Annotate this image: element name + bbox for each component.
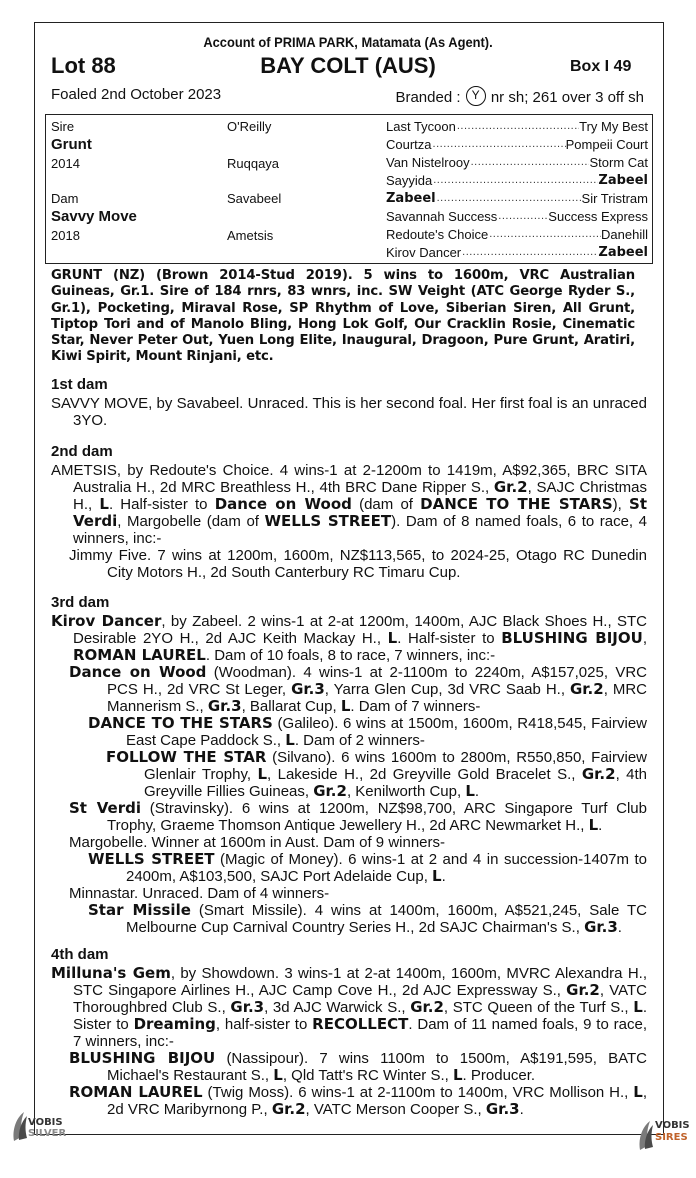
sire-dam: Ruqqaya	[227, 156, 280, 171]
branded-label: Branded :	[395, 89, 461, 106]
box-number: Box I 49	[570, 58, 632, 75]
sire-sire: O'Reilly	[227, 119, 272, 134]
vobis-sires-logo: VOBIS SIRES	[636, 1115, 688, 1153]
dam-dam: Ametsis	[227, 228, 274, 243]
lot-number: Lot 88	[51, 53, 116, 78]
third-dam-text: Kirov Dancer, by Zabeel. 2 wins-1 at 2-at 1200m, 1400m, AJC Black Shoes H., STC Desirable 2YO H., 2d AJC Keith Mackay H., L. Half-sister to BLUSHING BIJOU, ROMAN LAUREL. Dam of 10 foals, 8 to race, 7 winners, inc:- Dance on Wood (Woodman). 4 wins-1 at 2-1100m to 2240m, A$157,025, VRC PCS H., 2d VRC St Leger, Gr.3, Yarra Glen Cup, 3d VRC Saab H., Gr.2, MRC Mannerism S., Gr.3, Ballarat Cup, L. Dam of 7 winners- DANCE TO THE STARS (Galileo). 6 wins at 1500m, 1600m, R418,545, Fairview East Cape Paddock S., L. Dam of 2 winners- FOLLOW THE STAR (Silvano). 6 wins 1600m to 2800m, R550,850, Fairview Glenlair Trophy, L, Lakeside H., 2d Greyville Gold Bracelet S., Gr.2, 4th Greyville Fillies Guineas, Gr.2, Kenilworth Cup, L. St Verdi (Stravinsky). 6 wins at 1200m, NZ$98,700, ARC Singapore Turf Club Trophy, Graeme Thomson Antique Jewellery H., 2d ARC Newmarket H., L. Margobelle. Winner at 1600m in Aust. Dam of 9 winners- WELLS STREET (Magic of Money). 6 wins-1 at 2 and 4 in succession-1407m to 2400m, A$103,500, SAJC Port Adelaide Cup, L. Minnastar. Unraced. Dam of 4 winners- Star Missile (Smart Missile). 4 wins at 1400m, 1600m, A$521,245, Sale TC Melbourne Cup Carnival Country Series H., 2d SAJC Chairman's S., Gr.3.	[51, 612, 648, 936]
ancestor-row: Zabeel ..... Sir Tristram	[386, 191, 648, 206]
vobis-silver-logo: VOBIS SILVER	[8, 1106, 60, 1144]
pedigree-table	[45, 114, 653, 264]
ancestor-row: Van Nistelrooy ..... Storm Cat	[386, 155, 648, 170]
dam-label: Dam	[51, 191, 79, 206]
brand-symbol-icon: Y	[466, 86, 486, 106]
dam-sire: Savabeel	[227, 191, 282, 206]
bottom-rule	[34, 1134, 664, 1135]
ancestor-row: Last Tycoon ..... Try My Best	[386, 119, 648, 134]
lot-title: BAY COLT (AUS)	[260, 53, 436, 78]
foaled-date: Foaled 2nd October 2023	[51, 86, 222, 103]
first-dam-text: SAVVY MOVE, by Savabeel. Unraced. This is her second foal. Her first foal is an unraced 3YO.	[51, 395, 647, 429]
sire-label: Sire	[51, 119, 75, 134]
ancestor-row: Savannah Success ..... Success Express	[386, 209, 648, 224]
branded-rest: nr sh; 261 over 3 off sh	[490, 89, 644, 106]
sire-year: 2014	[51, 156, 80, 171]
brand-info	[395, 86, 644, 106]
dam-year: 2018	[51, 228, 80, 243]
fourth-dam-text: Milluna's Gem, by Showdown. 3 wins-1 at 2-at 1400m, 1600m, MVRC Alexandra H., STC Singapore Airlines H., AJC Camp Cove H., 2d AJC Expressway S., Gr.2, VATC Thoroughbred Club S., Gr.3, 3d AJC Warwick S., Gr.2, STC Queen of the Turf S., L. Sister to Dreaming, half-sister to RECOLLECT. Dam of 11 named foals, 9 to race, 7 winners, inc:- BLUSHING BIJOU (Nassipour). 7 wins 1100m to 1500m, A$191,595, BATC Michael's Restaurant S., L, Qld Tatt's RC Winter S., L. Producer. ROMAN LAUREL (Twig Moss). 6 wins-1 at 2-1100m to 1400m, VRC Mollison H., L, 2d VRC Maribyrnong P., Gr.2, VATC Merson Cooper S., Gr.3.	[51, 964, 648, 1118]
ancestor-row: Courtza ..... Pompeii Court	[386, 137, 648, 152]
second-dam-text: AMETSIS, by Redoute's Choice. 4 wins-1 at 2-1200m to 1419m, A$92,365, BRC SITA Australia H., 2d MRC Breathless H., 4th BRC Dane Ripper S., Gr.2, SAJC Christmas H., L. Half-sister to Dance on Wood (dam of DANCE TO THE STARS), St Verdi, Margobelle (dam of WELLS STREET). Dam of 8 named foals, 6 to race, 4 winners, inc:- Jimmy Five. 7 wins at 1200m, 1600m, NZ$113,565, to 2024-25, Otago RC Dunedin City Motors H., 2d South Canterbury RC Timaru Cup.	[51, 462, 648, 581]
progeny-jimmy-five: Jimmy Five. 7 wins at 1200m, 1600m, NZ$113,565, to 2024-25, Otago RC Dunedin City Motors H., 2d South Canterbury RC Timaru Cup.	[69, 547, 647, 581]
vendor-account: Account of PRIMA PARK, Matamata (As Agent).	[203, 34, 493, 50]
ancestor-row: Redoute's Choice ..... Danehill	[386, 227, 648, 242]
dam-name: Savvy Move	[51, 208, 137, 225]
first-dam-heading: 1st dam	[51, 376, 108, 393]
ancestor-row: Kirov Dancer ..... Zabeel	[386, 245, 648, 260]
fourth-dam-heading: 4th dam	[51, 946, 109, 963]
sire-summary: GRUNT (NZ) (Brown 2014-Stud 2019). 5 wins to 1600m, VRC Australian Guineas, Gr.1. Sire of 184 rnrs, 83 wnrs, inc. SW Veight (ATC George Ryder S., Gr.1), Pocketing, Miraval Rose, SP Rhythm of Love, Siberian Siren, All Grunt, Tiptop Tori and of Manolo Bling, Hong Lok Golf, Our Cracklin Rosie, Cinematic Star, Never Peter Out, Yuen Long Elite, Inaugural, Dragoon, Pure Grunt, Aratiri, Kiwi Spirit, Mount Rinjani, etc.	[51, 268, 635, 365]
sire-name: Grunt	[51, 136, 92, 153]
ancestor-row: Sayyida ..... Zabeel	[386, 173, 648, 188]
third-dam-heading: 3rd dam	[51, 594, 110, 611]
second-dam-heading: 2nd dam	[51, 443, 113, 460]
